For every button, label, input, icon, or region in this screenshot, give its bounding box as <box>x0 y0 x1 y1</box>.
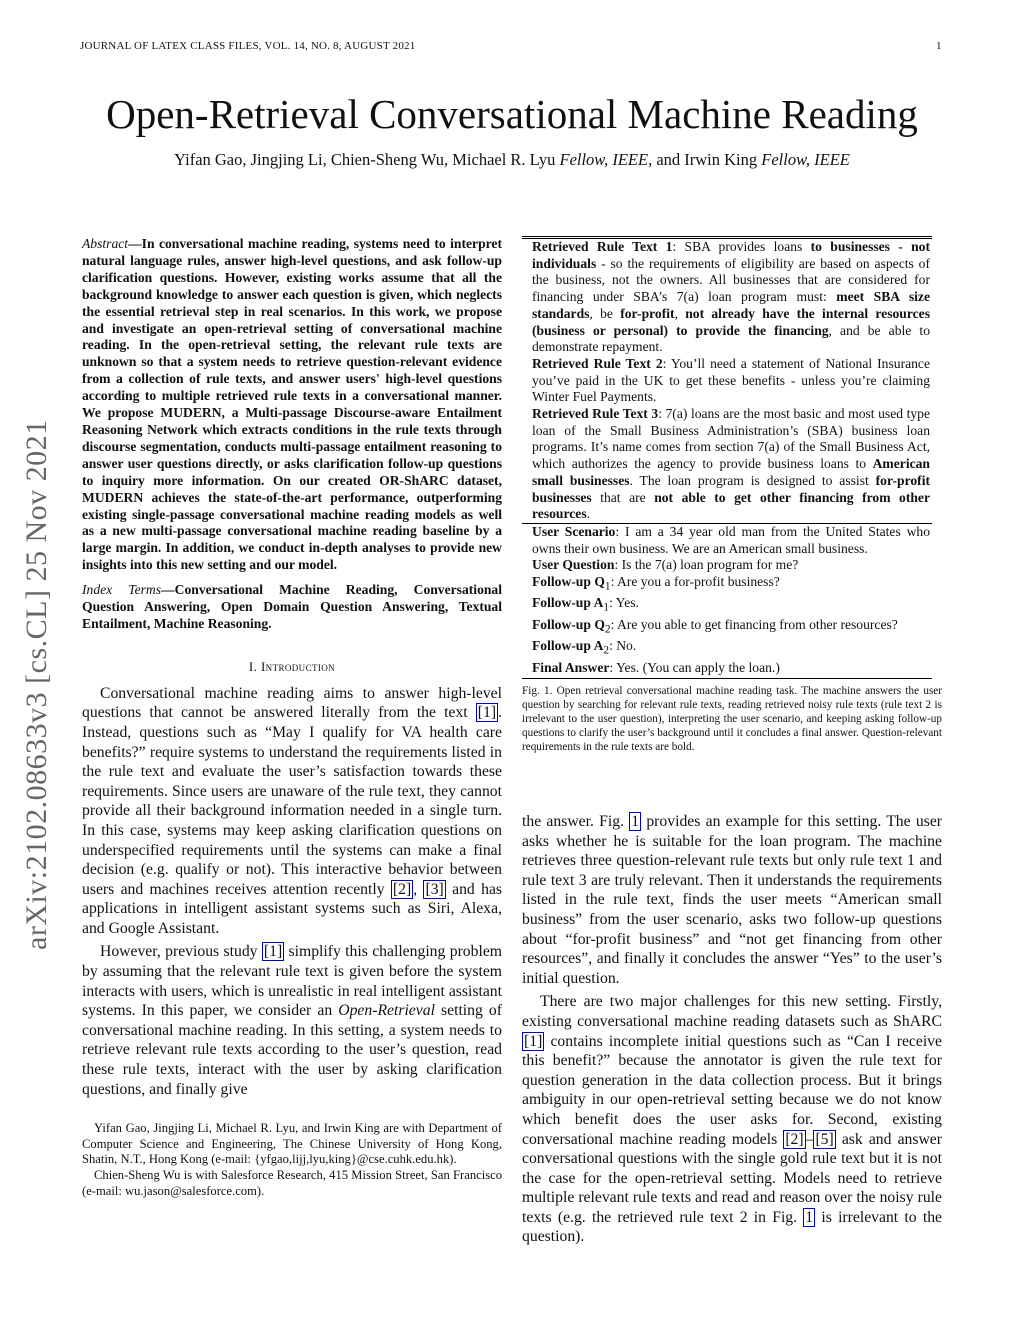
abstract-label: Abstract <box>82 236 129 251</box>
intro-paragraph: However, previous study [1] simplify this challenging problem by assuming that the relevant rule text is given before the system interacts with users, which is unrealistic in real intelligent assistant systems. In this paper, we consider an Open-Retrieval setting of conversational machine reading. In this setting, a system needs to retrieve relevant rule texts according to the user’s question, read these rule texts, interact with the user by asking clarification questions, and finally give <box>82 943 503 1098</box>
abstract-text: In conversational machine reading, systems need to interpret natural language rules, answer high-level questions, and ask follow-up clarification questions. However, existing works assume that all the background knowledge to answer each question is given, which neglects the essential retrieval step in real scenarios. In this work, we propose and investigate an open-retrieval setting of conversational machine reading. In the open-retrieval setting, the relevant rule texts are unknown so that a system needs to retrieve question-relevant evidence from a collection of rule texts, and answer users' high-level questions according to multiple retrieved rule texts in a conversational manner. We propose MUDERN, a Multi-passage Discourse-aware Entailment Reasoning Network which extracts conditions in the rule texts through discourse segmentation, conducts multi-passage entailment reasoning to answer user questions directly, or asks clarification follow-up questions to inquiry more information. On our created OR-ShARC dataset, MUDERN achieves the state-of-the-art performance, outperforming existing single-passage conversational machine reading models as well as a new multi-passage conversational machine reading baseline by a large margin. In addition, we conduct in-depth analyses to provide new insights into this new setting and our model. <box>82 236 502 573</box>
author-fellow-1: Fellow, IEEE <box>559 150 649 169</box>
follow-up-a2: Follow-up $A_2$: No. <box>532 638 637 658</box>
body-paragraph: the answer. Fig. 1 provides an example for this setting. The user asks whether he is suitable for the loan program. The machine retrieves three question-relevant rule texts but only rule text 1 and rule text 3 are truly relevant. Then it understands the requirements listed in the rule text, finds the user meets “American small business” from the user scenario, asks two follow-up questions about “for-profit business” and “not get financing from other resources”, and finally it concludes the answer “Yes” to the user’s initial question. <box>522 813 943 987</box>
arxiv-watermark <box>16 350 56 950</box>
intro-body <box>82 684 502 1099</box>
citation-link[interactable]: [1] <box>263 943 283 961</box>
right-body <box>522 812 942 1247</box>
running-header: JOURNAL OF LATEX CLASS FILES, VOL. 14, NO. 8, AUGUST 2021 <box>80 40 416 52</box>
follow-up-q1: Follow-up $Q_1$: Are you a for-profit business? <box>532 574 780 593</box>
body-paragraph: There are two major challenges for this new setting. Firstly, existing conversational machine reading datasets such as ShARC [1] contains incomplete initial questions such as “Can I receive this benefit?” because the annotator is given the rule text for question generation in the data collection process. But it brings ambiguity in our open-retrieval setting because we do not know which benefit does the user asks for. Second, existing conversational machine reading models [2] – [5] ask and answer conversational questions with the single gold rule text but it is not the case for the open-retrieval setting. Models need to retrieve multiple relevant rule texts and read and reason over the noisy rule texts (e.g. the retrieved rule text 2 in Fig. 1 is irrelevant to the question). <box>522 993 942 1246</box>
figure-bottom-rule <box>522 678 932 679</box>
author-fellow-2: Fellow, IEEE <box>761 150 850 169</box>
follow-up-q2: Follow-up $Q_2$: Are you able to get financing from other resources? <box>532 616 898 636</box>
retrieved-rule-2: Retrieved Rule Text 2: You’ll need a statement of National Insurance you’ve paid in the UK to get these benefits - unless you’re claiming Winter Fuel Payments. <box>532 355 930 405</box>
page-number: 1 <box>936 40 942 52</box>
intro-paragraph: Conversational machine reading aims to answer high-level questions that cannot be answered literally from the text [1] . Instead, questions such as “May I qualify for VA health care benefits?” require systems to understand the requirements listed in the rule text and evaluate the user’s satisfaction towards these requirements. Since users are unaware of the rule text, they cannot provide all their background information needed in a single turn. In this case, systems may keep asking clarification questions on underspecified requirements until the systems can make a final decision (e.g. qualify or not). This interactive behavior between users and machines receives attention recently [2] , [3] and has applications in intelligent assistant systems such as Siri, Alexa, and Google Assistant. <box>82 684 503 937</box>
index-terms-text: Conversational Machine Reading, Conversational Question Answering, Open Domain Question Answering, Textual Entailment, Machine Reasoning. <box>82 582 502 631</box>
citation-link[interactable]: [1] <box>477 704 497 722</box>
citation-link[interactable]: [2] <box>392 880 412 898</box>
retrieved-rule-3: Retrieved Rule Text 3: 7(a) loans are the most basic and most used type loan of the Small Business Administration’s (SBA) business loan programs. It’s name comes from section 7(a) of the Small Business Act, which authorizes the agency to provide business loans to American small businesses. The loan program is designed to assist for-profit businesses that are not able to get other financing from other resources. <box>532 406 930 522</box>
figure-link[interactable]: 1 <box>805 1208 814 1226</box>
final-answer: Final Answer: Yes. (You can apply the loan.) <box>532 659 780 675</box>
left-column <box>82 236 502 1199</box>
user-question: User Question: Is the 7(a) loan program for me? <box>532 557 799 573</box>
paper-title: Open-Retrieval Conversational Machine Reading <box>106 91 918 137</box>
citation-link[interactable]: [5] <box>815 1130 834 1148</box>
index-terms-label: Index Terms <box>82 582 162 598</box>
user-scenario: User Scenario: I am a 34 year old man from the United States who owns their own business. We are an American small business. <box>532 523 930 556</box>
footnote-affiliation: Yifan Gao, Jingjing Li, Michael R. Lyu, and Irwin King are with Department of Computer Science and Engineering, The Chinese University of Hong Kong, Shatin, N.T., Hong Kong (e-mail: {yfgao,lijj,lyu,king}@cse.cuhk.edu.hk). <box>82 1121 502 1167</box>
citation-link[interactable]: [1] <box>524 1032 543 1050</box>
figure-link[interactable]: 1 <box>631 813 640 830</box>
citation-link[interactable]: [3] <box>425 880 444 898</box>
author-list <box>0 150 1024 170</box>
figure-caption: Fig. 1. Open retrieval conversational machine reading task. The machine answers the user question by searching for relevant rule texts, reading retrieved noisy rule texts (rule text 2 is irrelevant to the user question), interpreting the user scenario, and keeping asking follow-up questions to clarify the user’s background until it concludes a final answer. Question-relevant requirements in the rule texts are bold. <box>522 685 942 754</box>
abstract: Abstract—In conversational machine reading, systems need to interpret natural language rules, answer high-level questions, and ask follow-up clarification questions. However, existing works assume that all the background knowledge to answer each question is given, which neglects the essential retrieval step in real scenarios. In this work, we propose and investigate an open-retrieval setting of conversational machine reading. In the open-retrieval setting, the relevant rule texts are unknown so that a system needs to retrieve question-relevant evidence from a collection of rule texts, and answer users' high-level questions according to multiple retrieved rule texts in a conversational manner. We propose MUDERN, a Multi-passage Discourse-aware Entailment Reasoning Network which extracts conditions in the rule texts through discourse segmentation, conducts multi-passage entailment reasoning to answer user questions directly, or asks clarification follow-up questions to inquiry more information. On our created OR-ShARC dataset, MUDERN achieves the state-of-the-art performance, outperforming existing single-passage conversational machine reading models as well as a new multi-passage conversational machine reading baseline by a large margin. In addition, we conduct in-depth analyses to provide new insights into this new setting and our model. <box>82 236 502 573</box>
figure-1 <box>522 236 932 679</box>
retrieved-rule-1: Retrieved Rule Text 1: SBA provides loans to businesses - not individuals - so the requirements of eligibility are based on aspects of the business, not the owners. All businesses that are considered for financing under SBA’s 7(a) loan program must: meet SBA size standards, be for-profit, not already have the internal resources (business or personal) to provide the financing, and be able to demonstrate repayment. <box>532 239 931 355</box>
figure-top-rule <box>522 236 932 237</box>
author-names: Yifan Gao, Jingjing Li, Chien-Sheng Wu, Michael R. Lyu <box>174 150 556 169</box>
arxiv-id: arXiv:2102.08633v3 [cs.CL] 25 Nov 2021 <box>20 419 53 950</box>
footnote-affiliation: Chien-Sheng Wu is with Salesforce Research, 415 Mission Street, San Francisco (e-mail: wu.jason@salesforce.com). <box>82 1168 502 1198</box>
follow-up-a1: Follow-up $A_1$: Yes. <box>532 595 639 615</box>
citation-link[interactable]: [2] <box>785 1130 804 1148</box>
section-heading: I. Introduction <box>248 658 336 674</box>
author-and: , and Irwin King <box>648 150 758 169</box>
index-terms: Index Terms—Conversational Machine Reading, Conversational Question Answering, Open Domain Question Answering, Textual Entailment, Machine Reasoning. <box>82 582 502 631</box>
footnotes <box>82 1121 502 1199</box>
